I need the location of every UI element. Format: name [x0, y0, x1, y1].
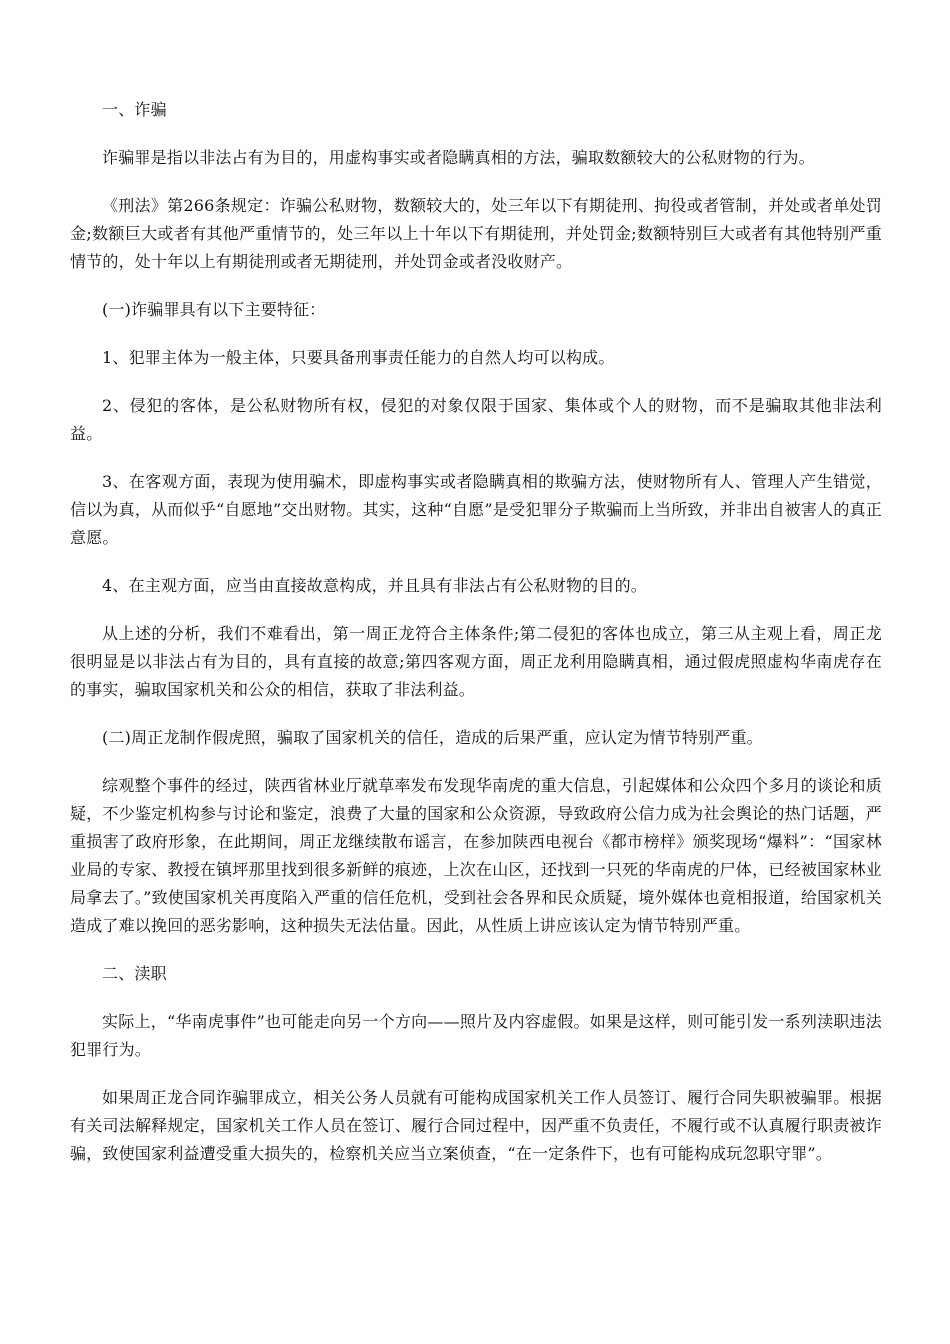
paragraph: 综观整个事件的经过，陕西省林业厅就草率发布发现华南虎的重大信息，引起媒体和公众四个多月的谈论和质疑，不少鉴定机构参与讨论和鉴定，浪费了大量的国家和公众资源，导致政府公信力成为社会舆论的热门话题，严重损害了政府形象，在此期间，周正龙继续散布谣言，在参加陕西电视台《都市榜样》颁奖现场“爆料”：“国家林业局的专家、教授在镇坪那里找到很多新鲜的痕迹，上次在山区，还找到一只死的华南虎的尸体，已经被国家林业局拿去了。”致使国家机关再度陷入严重的信任危机，受到社会各界和民众质疑，境外媒体也竟相报道，给国家机关造成了难以挽回的恶劣影响，这种损失无法估量。因此，从性质上讲应该认定为情节特别严重。 [70, 776, 882, 935]
paragraph: 《刑法》第266条规定：诈骗公私财物，数额较大的，处三年以下有期徒刑、拘役或者管制，并处或者单处罚金;数额巨大或者有其他严重情节的，处三年以上十年以下有期徒刑，并处罚金;数额特别巨大或者有其他特别严重情节的，处十年以上有期徒刑或者无期徒刑，并处罚金或者没收财产。 [70, 196, 882, 271]
paragraph: 如果周正龙合同诈骗罪成立，相关公务人员就有可能构成国家机关工作人员签订、履行合同失职被骗罪。根据有关司法解释规定，国家机关工作人员在签订、履行合同过程中，因严重不负责任，不履行或不认真履行职责被诈骗，致使国家利益遭受重大损失的，检察机关应当立案侦查，“在一定条件下，也有可能构成玩忽职守罪”。 [70, 1088, 882, 1163]
subsection-heading: (二)周正龙制作假虎照，骗取了国家机关的信任，造成的后果严重，应认定为情节特别严重。 [102, 728, 763, 747]
subsection-heading: (一)诈骗罪具有以下主要特征： [102, 300, 326, 319]
list-item: 2、侵犯的客体，是公私财物所有权，侵犯的对象仅限于国家、集体或个人的财物，而不是骗取其他非法利益。 [70, 396, 882, 443]
list-item: 1、犯罪主体为一般主体，只要具备刑事责任能力的自然人均可以构成。 [102, 348, 615, 367]
list-item: 4、在主观方面，应当由直接故意构成，并且具有非法占有公私财物的目的。 [102, 576, 647, 595]
list-item: 3、在客观方面，表现为使用骗术，即虚构事实或者隐瞒真相的欺骗方法，使财物所有人、管理人产生错觉，信以为真，从而似乎“自愿地”交出财物。其实，这种“自愿”是受犯罪分子欺骗而上当所致，并非出自被害人的真正意愿。 [70, 472, 882, 547]
paragraph: 从上述的分析，我们不难看出，第一周正龙符合主体条件;第二侵犯的客体也成立，第三从主观上看，周正龙很明显是以非法占有为目的，具有直接的故意;第四客观方面，周正龙利用隐瞒真相，通过假虎照虚构华南虎存在的事实，骗取国家机关和公众的相信，获取了非法利益。 [70, 624, 882, 699]
document-body [70, 96, 882, 1188]
section-heading-dereliction: 二、渎职 [102, 964, 167, 983]
paragraph: 实际上，“华南虎事件”也可能走向另一个方向——照片及内容虚假。如果是这样，则可能引发一系列渎职违法犯罪行为。 [70, 1012, 882, 1059]
section-heading-fraud: 一、诈骗 [102, 100, 167, 119]
paragraph: 诈骗罪是指以非法占有为目的，用虚构事实或者隐瞒真相的方法，骗取数额较大的公私财物的行为。 [102, 148, 815, 167]
